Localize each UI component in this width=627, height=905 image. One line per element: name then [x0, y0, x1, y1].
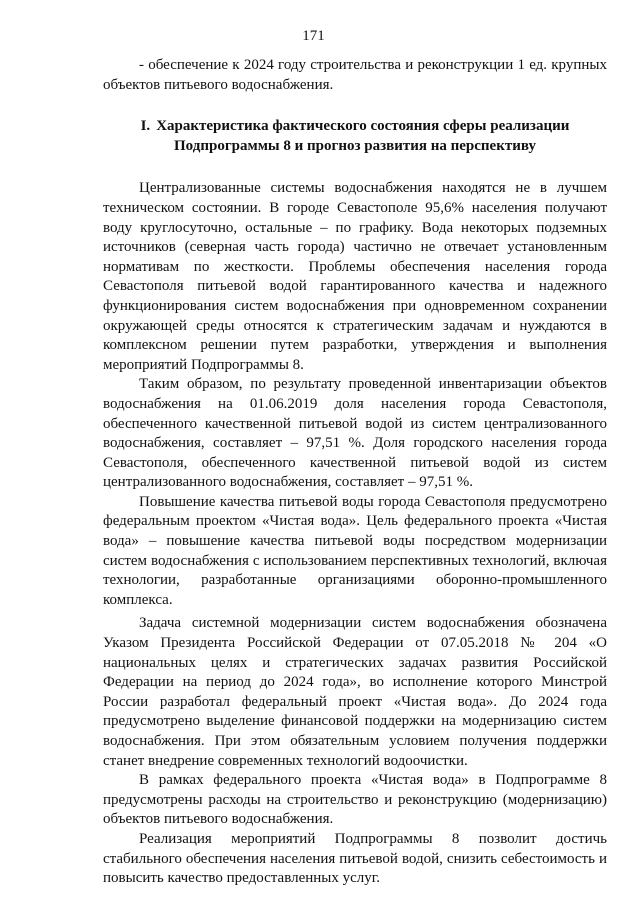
paragraph-1: Централизованные системы водоснабжения находятся не в лучшем техническом состоянии. В городе Севастополе 95,6% населения получают воду круглосуточно, остальные – по графику. Вода некоторых подземных источников (северная часть города) частично не отвечает установленным нормативам по жесткости. Проблемы обеспечения населения города Севастополя питьевой водой гарантированного качества и надежного функционирования систем водоснабжения при одновременном сохранении окружающей среды относятся к стратегическим задачам и нуждаются в комплексном решении путем разработки, утверждения и выполнения мероприятий Подпрограммы 8.: [103, 180, 607, 373]
document-body: [103, 56, 607, 889]
paragraph-2: Таким образом, по результату проведенной инвентаризации объектов водоснабжения на 01.06.2019 доля населения города Севастополя, обеспеченного качественной питьевой водой из систем централизованного водоснабжения, составляет – 97,51 %. Доля городского населения города Севастополя, обеспеченного качественной питьевой водой из систем централизованного водоснабжения, составляет – 97,51 %.: [103, 376, 607, 491]
paragraph-6: Реализация мероприятий Подпрограммы 8 позволит достичь стабильного обеспечения населения питьевой водой, снизить себестоимость и повысить качество предоставленных услуг.: [103, 830, 607, 887]
page-number: 171: [302, 28, 325, 44]
paragraph-5: В рамках федерального проекта «Чистая вода» в Подпрограмме 8 предусмотрены расходы на строительство и реконструкцию (модернизацию) объектов питьевого водоснабжения.: [103, 772, 607, 828]
section-number: I.: [140, 118, 151, 135]
paragraph-3: Повышение качества питьевой воды города Севастополя предусмотрено федеральным проектом «Чистая вода». Цель федерального проекта «Чистая вода» – повышение качества питьевой воды посредством модернизации систем водоснабжения с использованием перспективных технологий, включая технологии, разработанные организациями оборонно-промышленного комплекса.: [103, 493, 607, 608]
paragraph-4: Задача системной модернизации систем водоснабжения обозначена Указом Президента Российской Федерации от 07.05.2018 № 204 «О национальных целях и стратегических задачах развития Российской Федерации на период до 2024 года», во исполнение которого Минстрой России разработал федеральный проект «Чистая вода». До 2024 года предусмотрено выделение финансовой поддержки на модернизацию систем водоснабжения. При этом обязательным условием получения поддержки станет внедрение современных технологий водоочистки.: [103, 615, 607, 769]
section-title: Характеристика фактического состояния сферы реализации Подпрограммы 8 и прогноз развития на перспективу: [156, 118, 570, 154]
section-heading: [103, 117, 607, 156]
intro-line: - обеспечение к 2024 году строительства и реконструкции 1 ед. крупных объектов питьевого водоснабжения.: [103, 57, 607, 93]
